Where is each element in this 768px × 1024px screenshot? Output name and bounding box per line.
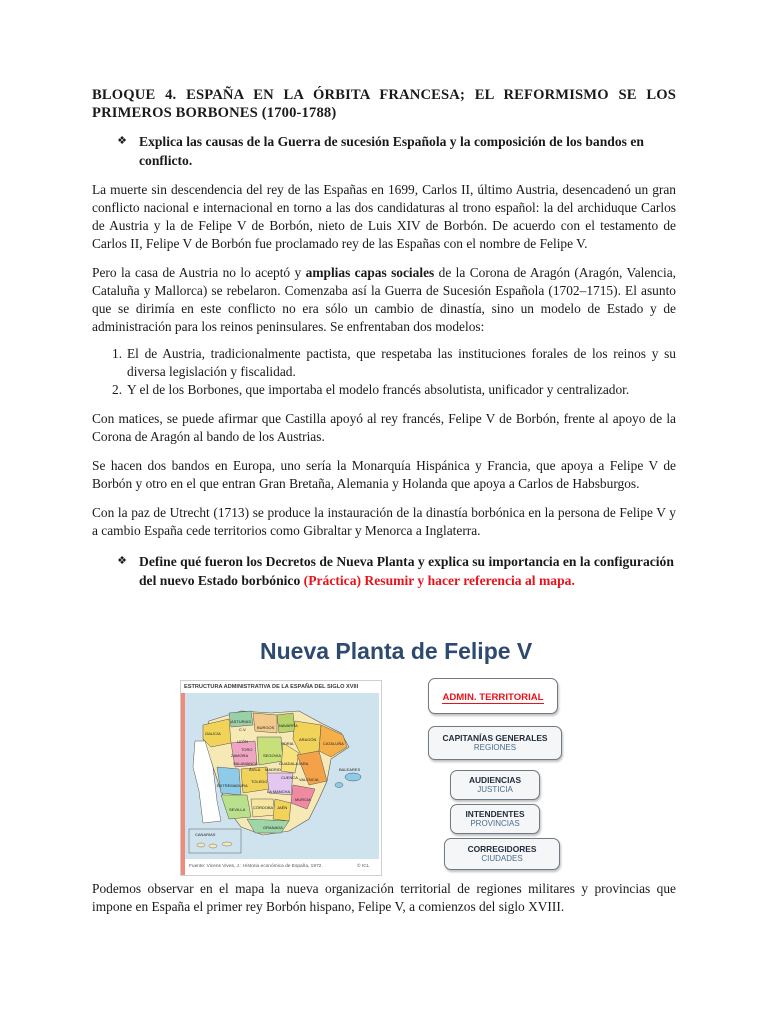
map-label: SORIA	[281, 741, 294, 746]
corregidores-box	[444, 838, 560, 870]
list-text: Y el de los Borbones, que importaba el modelo francés absolutista, unificador y centralizador.	[127, 382, 630, 397]
document-page	[92, 86, 676, 590]
map-label: NAVARRA	[279, 723, 298, 728]
map-label: ARAGÓN	[299, 737, 317, 742]
nueva-planta-figure	[180, 636, 592, 874]
list-item	[92, 345, 676, 381]
capitanias-box	[428, 726, 562, 760]
map-source: Fuente: Vicens Vives, J.: Historia económica de España, 1972.	[189, 864, 323, 869]
list-item	[92, 381, 676, 399]
list-number: 1.	[112, 346, 123, 361]
map-label: SALAMANCA	[233, 761, 258, 766]
box-sublabel: PROVINCIAS	[470, 819, 520, 828]
map-credit: © ICL	[357, 864, 370, 869]
map-label: CUENCA	[281, 775, 298, 780]
admin-territorial-box	[428, 678, 558, 714]
box-label: ADMIN. TERRITORIAL	[442, 692, 544, 703]
map-label: TORO	[241, 747, 253, 752]
map-caption: ESTRUCTURA ADMINISTRATIVA DE LA ESPAÑA DEL SIGLO XVIII	[184, 684, 359, 690]
map-label: GUADALAJARA	[279, 761, 309, 766]
question-1	[92, 132, 676, 170]
audiencias-box	[450, 770, 540, 800]
paragraph-5: Con la paz de Utrecht (1713) se produce la instauración de la dinastía borbónica en la persona de Felipe V y a cambio España cede territorios como Gibraltar y Menorca a Inglaterra.	[92, 505, 676, 538]
box-sublabel: CIUDADES	[481, 854, 523, 863]
question-2-main: Define qué fueron los Decretos de Nueva Planta y explica su importancia en la configuración del nuevo Estado borbónico	[139, 554, 674, 588]
paragraph-6: Podemos observar en el mapa la nueva organización territorial de regiones militares y provincias que impone en España el primer rey Borbón hispano, Felipe V, a comienzos del siglo XVIII.	[92, 881, 676, 914]
map-label: TOLEDO	[251, 779, 268, 784]
map-label: SEVILLA	[229, 807, 246, 812]
figure-title: Nueva Planta de Felipe V	[260, 638, 533, 664]
paragraph-2	[92, 264, 676, 336]
paragraph-2-bold: amplias capas sociales	[305, 265, 435, 280]
map-label: GALICIA	[205, 731, 221, 736]
box-sublabel: REGIONES	[473, 743, 517, 752]
map-label: BALEARES	[339, 767, 361, 772]
map-label: CANARIAS	[195, 832, 216, 837]
spain-map	[180, 680, 382, 876]
map-label: MADRID	[265, 767, 281, 772]
map-label: LA MANCHA	[267, 789, 291, 794]
question-2-text	[139, 552, 676, 590]
question-1-text: Explica las causas de la Guerra de sucesión Española y la composición de los bandos en conflicto.	[139, 134, 644, 168]
question-2-practice-note: (Práctica) Resumir y hacer referencia al mapa.	[303, 573, 575, 588]
paragraph-3: Con matices, se puede afirmar que Castilla apoyó al rey francés, Felipe V de Borbón, frente al apoyo de la Corona de Aragón al bando de los Austrias.	[92, 411, 676, 444]
admin-hierarchy	[426, 678, 576, 878]
map-label: ÁVILA	[249, 767, 261, 772]
diamond-bullet-icon: ❖	[117, 135, 127, 147]
map-label: ZAMORA	[231, 753, 249, 758]
paragraph-4: Se hacen dos bandos en Europa, uno sería la Monarquía Hispánica y Francia, que apoya a Felipe V de Borbón y otro en el que entran Gran Bretaña, Alemania y Holanda que apoya a Carlos de Habsburgos.	[92, 458, 676, 491]
paragraph-2-end: de la Corona de Aragón (Aragón, Valencia, Cataluña y Mallorca) se rebelaron. Comenzaba así la Guerra de Sucesión Española (1702–1715). El asunto que se dirimía en este conflicto no era sólo un cambio de dinastía, sino un modelo de Estado y de administración para los reinos peninsulares. Se enfrentaban dos modelos:	[92, 265, 676, 334]
section-heading: BLOQUE 4. ESPAÑA EN LA ÓRBITA FRANCESA; EL REFORMISMO SE LOS PRIMEROS BORBONES (1700-1788)	[92, 87, 676, 121]
map-label: CÓRDOBA	[253, 805, 274, 810]
diamond-bullet-icon: ❖	[117, 555, 127, 567]
question-2	[92, 552, 676, 590]
map-label: ASTURIAS	[231, 719, 252, 724]
list-number: 2.	[112, 382, 123, 397]
map-label: BURGOS	[257, 725, 275, 730]
map-label: LEÓN	[237, 739, 248, 744]
map-label: EXTREMADURA	[217, 783, 248, 788]
map-label: CATALUÑA	[323, 741, 344, 746]
map-label: JAÉN	[277, 805, 288, 810]
box-label: CAPITANÍAS GENERALES	[442, 733, 548, 743]
box-label: AUDIENCIAS	[468, 775, 522, 785]
paragraph-1: La muerte sin descendencia del rey de las Españas en 1699, Carlos II, último Austria, desencadenó un gran conflicto nacional e internacional en torno a las dos candidaturas al trono español: la del archiduque Carlos de Austria y la de Felipe V de Borbón, nieto de Luis XIV de Borbón. De acuerdo con el testamento de Carlos II, Felipe V de Borbón fue proclamado rey de las Españas con el nombre de Felipe V.	[92, 182, 676, 251]
box-label: CORREGIDORES	[467, 844, 537, 854]
intendentes-box	[450, 804, 540, 834]
models-list	[92, 345, 676, 399]
map-labels	[181, 681, 381, 875]
box-label: INTENDENTES	[465, 809, 525, 819]
box-sublabel: JUSTICIA	[477, 785, 513, 794]
list-text: El de Austria, tradicionalmente pactista, que respetaba las instituciones forales de los reinos y su diversa legislación y fiscalidad.	[127, 346, 676, 379]
map-label: SEGOVIA	[263, 753, 282, 758]
map-label: VALENCIA	[299, 777, 319, 782]
map-label: GRANADA	[263, 825, 283, 830]
map-label: C.V.	[239, 727, 247, 732]
paragraph-2-start: Pero la casa de Austria no lo aceptó y	[92, 265, 306, 280]
map-label: MURCIA	[295, 797, 311, 802]
